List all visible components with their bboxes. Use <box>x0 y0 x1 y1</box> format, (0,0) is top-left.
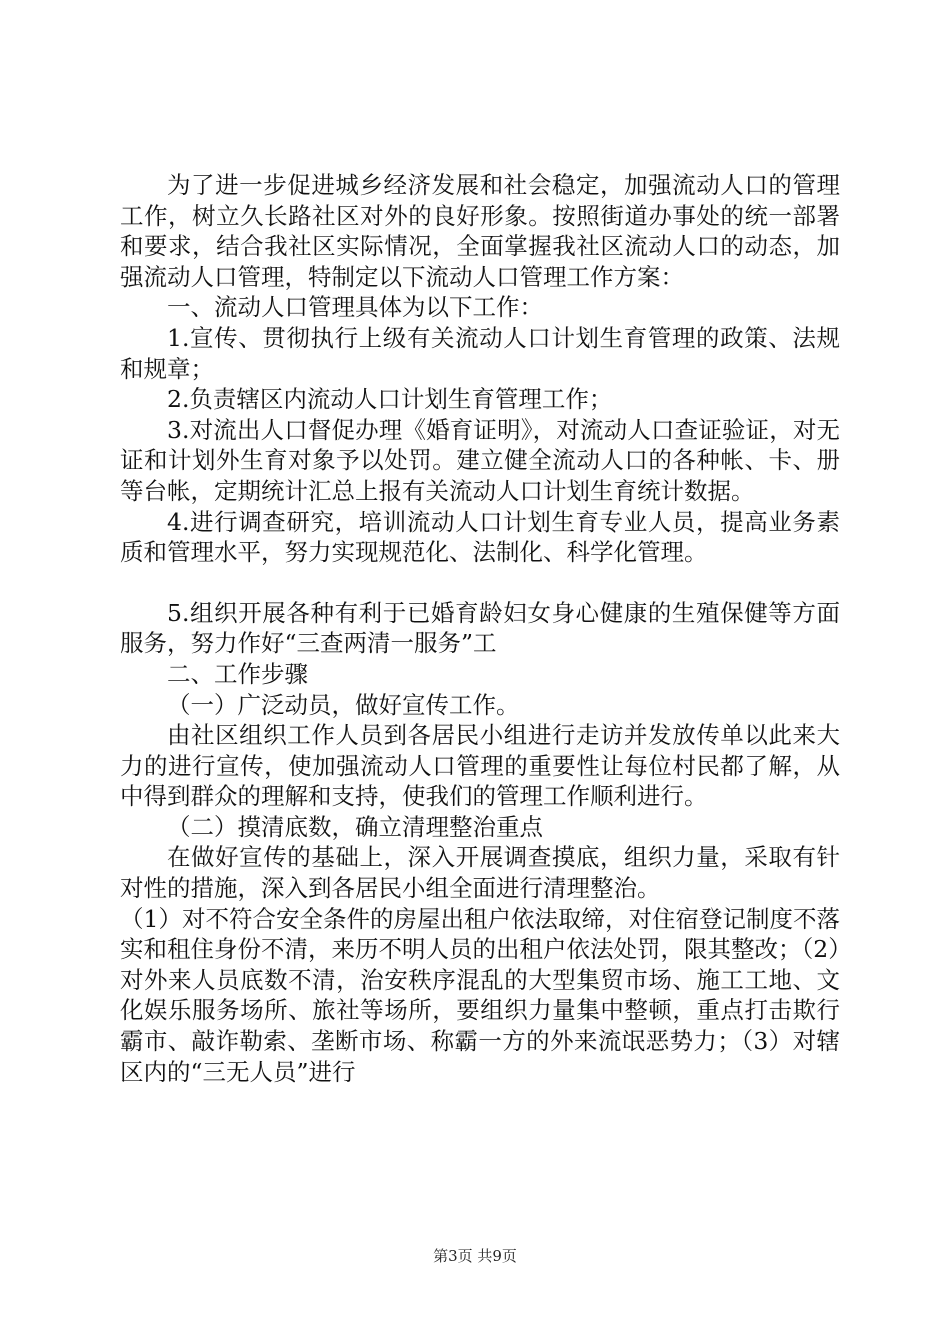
list-item-4: 4.进行调查研究，培训流动人口计划生育专业人员，提高业务素质和管理水平，努力实现规范化、法制化、科学化管理。 <box>120 507 840 567</box>
paragraph-measures: （1）对不符合安全条件的房屋出租户依法取缔，对住宿登记制度不落实和租住身份不清，来历不明人员的出租户依法处罚，限其整改；（2）对外来人员底数不清，治安秩序混乱的大型集贸市场、施工工地、文化娱乐服务场所、旅社等场所，要组织力量集中整顿，重点打击欺行霸市、敲诈勒索、垄断市场、称霸一方的外来流氓恶势力；（3）对辖区内的“三无人员”进行 <box>120 904 840 1086</box>
list-item-5: 5.组织开展各种有利于已婚育龄妇女身心健康的生殖保健等方面服务，努力作好“三查两清一服务”工 <box>120 598 840 658</box>
list-item-1: 1.宣传、贯彻执行上级有关流动人口计划生育管理的政策、法规和规章； <box>120 323 840 383</box>
page-number-footer: 第3页 共9页 <box>433 1247 517 1265</box>
list-item-3: 3.对流出人口督促办理《婚育证明》，对流动人口查证验证，对无证和计划外生育对象予以处罚。建立健全流动人口的各种帐、卡、册等台帐，定期统计汇总上报有关流动人口计划生育统计数据。 <box>120 415 840 505</box>
document-body <box>120 170 840 1087</box>
subsection-heading-2: （二）摸清底数，确立清理整治重点 <box>167 812 543 841</box>
paragraph-propaganda: 由社区组织工作人员到各居民小组进行走访并发放传单以此来大力的进行宣传，使加强流动人口管理的重要性让每位村民都了解，从中得到群众的理解和支持，使我们的管理工作顺利进行。 <box>120 721 840 811</box>
paragraph-survey: 在做好宣传的基础上，深入开展调查摸底，组织力量，采取有针对性的措施，深入到各居民小组全面进行清理整治。 <box>120 843 840 903</box>
subsection-heading-1: （一）广泛动员，做好宣传工作。 <box>167 690 520 719</box>
list-item-2: 2.负责辖区内流动人口计划生育管理工作； <box>167 385 613 414</box>
paragraph-intro: 为了进一步促进城乡经济发展和社会稳定，加强流动人口的管理工作，树立久长路社区对外的良好形象。按照街道办事处的统一部署和要求，结合我社区实际情况，全面掌握我社区流动人口的动态，加强流动人口管理，特制定以下流动人口管理工作方案： <box>120 171 840 291</box>
section-heading-1: 一、流动人口管理具体为以下工作： <box>167 293 543 322</box>
section-heading-2: 二、工作步骤 <box>167 659 308 688</box>
